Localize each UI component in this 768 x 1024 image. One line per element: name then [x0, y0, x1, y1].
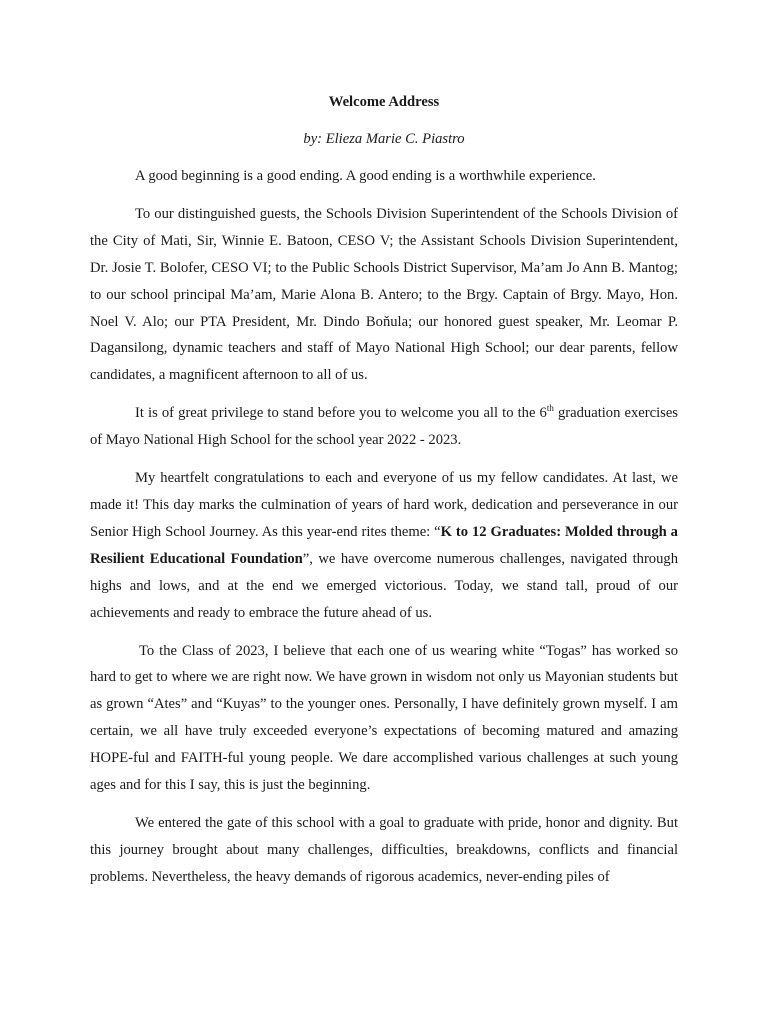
paragraph-class-of-2023: To the Class of 2023, I believe that each one of us wearing white “Togas” has worked so hard to get to where we are right now. We have grown in wisdom not only us Mayonian students but as grown “Ates” and “Kuyas” to the younger ones. Personally, I have definitely grown myself. I am certain, we all have truly exceeded everyone’s expectations of becoming matured and amazing HOPE-ful and FAITH-ful young people. We dare accomplished various challenges at such young ages and for this I say, this is just the beginning. — [90, 642, 678, 794]
document-body — [90, 89, 678, 891]
paragraph-welcome-text-start: It is of great privilege to stand before you to welcome you all to the 6 — [135, 405, 547, 422]
paragraph-welcome-text-end: graduation exercises of Mayo National High School for the school year 2022 - 2023. — [90, 405, 678, 449]
paragraph-greetings: To our distinguished guests, the Schools Division Superintendent of the Schools Division of the City of Mati, Sir, Winnie E. Batoon, CESO V; the Assistant Schools Division Superintendent, Dr. Josie T. Bolofer, CESO VI; to the Public Schools District Supervisor, Ma’am Jo Ann B. Mantog; to our school principal Ma’am, Marie Alona B. Antero; to the Brgy. Captain of Brgy. Mayo, Hon. Noel V. Alo; our PTA President, Mr. Dindo Boňula; our honored guest speaker, Mr. Leomar P. Dagansilong, dynamic teachers and staff of Mayo National High School; our dear parents, fellow candidates, a magnificent afternoon to all of us. — [90, 205, 678, 384]
paragraph-welcome — [90, 400, 678, 454]
theme-title: K to 12 Graduates: Molded through a Resilient Educational Foundation — [90, 523, 678, 567]
paragraph-journey: We entered the gate of this school with a goal to graduate with pride, honor and dignity. But this journey brought about many challenges, difficulties, breakdowns, conflicts and financial problems. Nevertheless, the heavy demands of rigorous academics, never-ending piles of — [90, 814, 678, 885]
paragraph-opening: A good beginning is a good ending. A good ending is a worthwhile experience. — [135, 168, 596, 184]
paragraph-congratulations-text-start: My heartfelt congratulations to each and everyone of us my fellow candidates. At last, we made it! This day marks the culmination of years of hard work, dedication and perseverance in our Senior High School Journey. As this year-end rites theme: “ — [90, 470, 678, 540]
page-title: Welcome Address — [328, 94, 440, 110]
author-byline: by: Elieza Marie C. Piastro — [303, 131, 465, 147]
paragraph-congratulations-text-end: ”, we have overcome numerous challenges, navigated through highs and lows, and at the end we emerged victorious. Today, we stand tall, proud of our achievements and ready to embrace the future ahead of us. — [90, 550, 678, 621]
paragraph-congratulations — [90, 465, 678, 626]
ordinal-suffix: th — [546, 403, 554, 414]
